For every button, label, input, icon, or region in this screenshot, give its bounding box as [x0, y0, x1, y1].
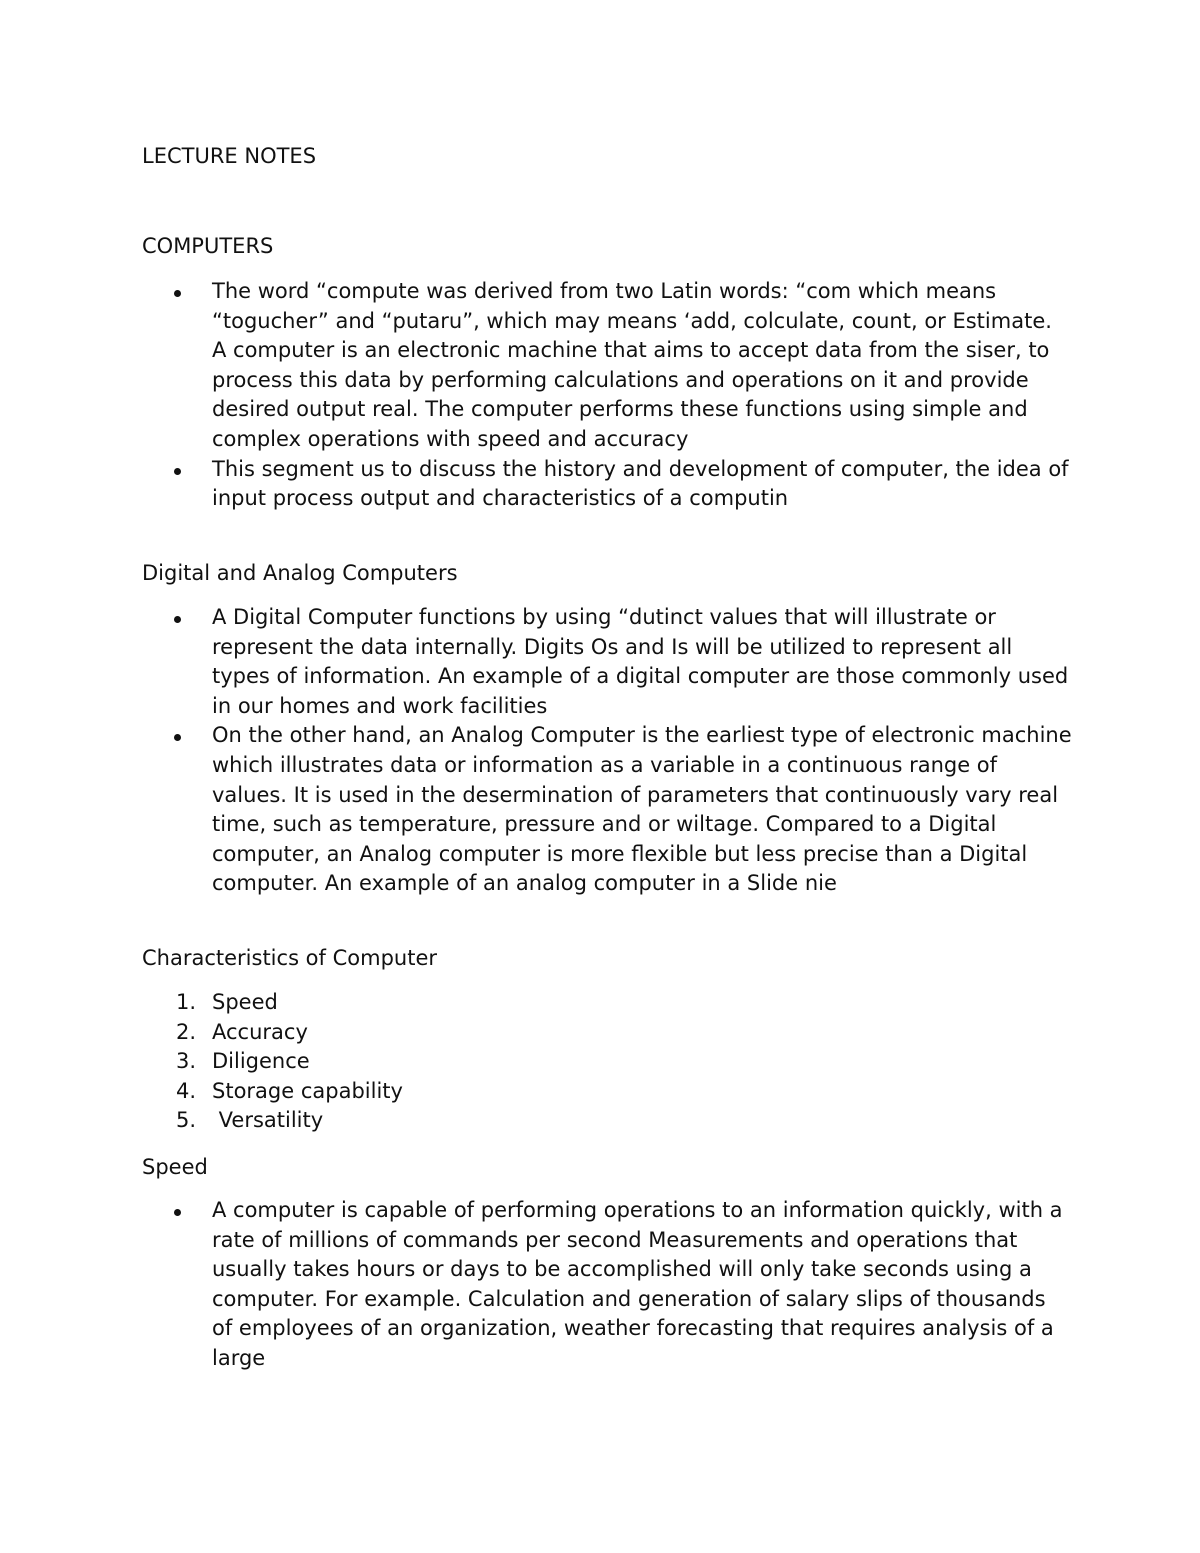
bullet-icon [174, 468, 181, 475]
bullet-icon [174, 290, 181, 297]
list-item [142, 455, 1072, 514]
speed-bullet-list [142, 1196, 1072, 1374]
list-item-text: Storage capability [212, 1078, 403, 1103]
list-item-text: Accuracy [212, 1019, 308, 1044]
list-number: 2. [176, 1019, 197, 1044]
section-heading-computers: COMPUTERS [142, 234, 274, 258]
list-item [142, 1196, 1072, 1374]
list-number: 5. [176, 1108, 197, 1133]
list-item-text: A computer is capable of performing operations to an information quickly, with a rate of millions of commands per second Measurements and operations that usually takes hours or days to be accomplished will only take seconds using a computer. For example. Calculation and generation of salary slips of thousands of employees of an organization, weather forecasting that requires analysis of a large [212, 1198, 1063, 1370]
digital-analog-bullet-list [142, 603, 1072, 899]
list-item-text: A Digital Computer functions by using “dutinct values that will illustrate or represent the data internally. Digits Os and Is will be utilized to represent all types of information. An example of a digital computer are those commonly used in our homes and work facilities [212, 605, 1069, 718]
list-item [142, 1047, 1072, 1077]
list-number: 4. [176, 1078, 197, 1103]
characteristics-numbered-list [142, 988, 1072, 1136]
page-title: LECTURE NOTES [142, 144, 317, 168]
list-item-text: This segment us to discuss the history and development of computer, the idea of input process output and characteristics of a computin [212, 456, 1069, 511]
section-heading-characteristics: Characteristics of Computer [142, 946, 437, 970]
list-item [142, 1077, 1072, 1107]
bullet-icon [174, 616, 181, 623]
list-item [142, 721, 1072, 899]
list-item-text: Versatility [212, 1108, 324, 1133]
bullet-icon [174, 734, 181, 741]
list-number: 1. [176, 990, 197, 1014]
list-item-text: On the other hand, an Analog Computer is the earliest type of electronic machine which illustrates data or information as a variable in a continuous range of values. It is used in the desermination of parameters that continuously vary real time, such as temperature, pressure and or wiltage. Compared to a Digital computer, an Analog computer is more flexible but less precise than a Digital computer. An example of an analog computer in a Slide nie [212, 723, 1072, 896]
list-item-text: Speed [212, 990, 278, 1014]
computers-bullet-list [142, 277, 1072, 514]
section-heading-digital-analog: Digital and Analog Computers [142, 561, 458, 585]
list-number: 3. [176, 1049, 197, 1074]
list-item-text: Diligence [212, 1049, 310, 1074]
list-item [142, 277, 1072, 455]
list-item [142, 1018, 1072, 1048]
section-heading-speed: Speed [142, 1155, 208, 1179]
list-item [142, 603, 1072, 721]
list-item-text: The word “compute was derived from two Latin words: “com which means “togucher” and “putaru”, which may means ‘add, colculate, count, or Estimate. A computer is an electronic machine that aims to accept data from the siser, to process this data by performing calculations and operations on it and provide desired output real. The computer performs these functions using simple and complex operations with speed and accuracy [212, 279, 1052, 451]
list-item [142, 988, 1072, 1018]
list-item [142, 1106, 1072, 1136]
bullet-icon [174, 1209, 181, 1216]
